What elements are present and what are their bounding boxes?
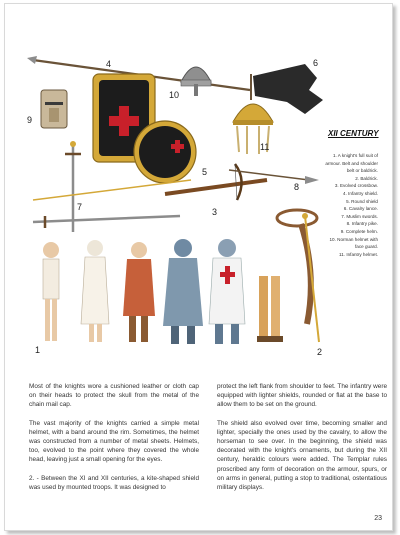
paragraph: protect the left flank from shoulder to feet. The infantry were equipped with lighter shields, rounded or flat at the base to allow them to be set on the ground.: [217, 383, 387, 409]
paragraph: The shield also evolved over time, becoming smaller and lighter, specially the ones used by the cavalry, to allow the horseman to see over. In the beginning, the shield was decorated with the knight's ornaments, but during the XII century, heraldic colours were added. The Templar rules proscribed any form of decoration on the armour, spurs, or on arms in general, putting a stop to traditional, ostentatious military displays.: [217, 419, 387, 492]
round-shield-figure: [134, 121, 196, 183]
figure-number-6: 6: [313, 58, 319, 68]
figure-number-10: 10: [169, 90, 180, 100]
legend-item: armour. Belt and shoulder: [325, 160, 378, 166]
figure-number-2: 2: [317, 347, 323, 357]
legend-item: 2. Baldrick.: [355, 175, 378, 181]
legend-item: 10. Norman helmet with: [329, 236, 378, 242]
knight-figures-row: [43, 239, 283, 344]
figure-number-11: 11: [260, 142, 270, 152]
legend-item: belt or baldrick.: [346, 168, 378, 174]
body-text-column-right: [217, 382, 387, 501]
figure-number-4: 4: [106, 59, 112, 69]
figure-number-8: 8: [294, 182, 300, 192]
legend-item: face guard.: [355, 244, 378, 250]
legend-item: 5. Round shield: [346, 198, 378, 204]
legend-item: 4. Infantry shield.: [343, 190, 378, 196]
complete-helm-figure: [41, 90, 67, 128]
legend-item: 8. Infantry pike.: [346, 221, 378, 227]
legend-item: 11. Infantry helmet.: [339, 251, 378, 257]
body-text-column-left: [29, 382, 199, 501]
cavalry-lance-figure: [27, 56, 323, 114]
figure-number-5: 5: [202, 167, 208, 177]
figure-legend: [282, 152, 378, 258]
figure-number-1: 1: [35, 345, 41, 355]
legend-item: 7. Muslim swords.: [341, 213, 378, 219]
legend-item: 6. Cavalry lance.: [343, 206, 378, 212]
figure-number-3: 3: [212, 207, 218, 217]
legend-item: 9. Complete helm.: [340, 228, 378, 234]
figure-number-9: 9: [27, 115, 33, 125]
figure-number-7: 7: [77, 202, 83, 212]
book-page: [4, 3, 393, 531]
paragraph: The vast majority of the knights carried a simple metal helmet, with a band around the rim. Sometimes, the helmet was constructed from a number of metal sheets. Helmets, too, evolved to the point where they covered the whole head, leaving just a small opening for the eyes.: [29, 419, 199, 464]
paragraph: 2. - Between the XI and XII centuries, a kite-shaped shield was used by mounted troops. It was designed to: [29, 474, 199, 491]
paragraph: Most of the knights wore a cushioned leather or cloth cap on their heads to protect the skull from the metal of the chain mail cap.: [29, 383, 199, 409]
legend-item: 3. Evolved crossbow.: [334, 183, 378, 189]
page-number: 23: [374, 515, 382, 522]
norman-helmet-figure: [181, 67, 211, 96]
section-title: XII CENTURY: [328, 129, 379, 138]
legend-item: 1. A knight's full suit of: [332, 153, 378, 158]
